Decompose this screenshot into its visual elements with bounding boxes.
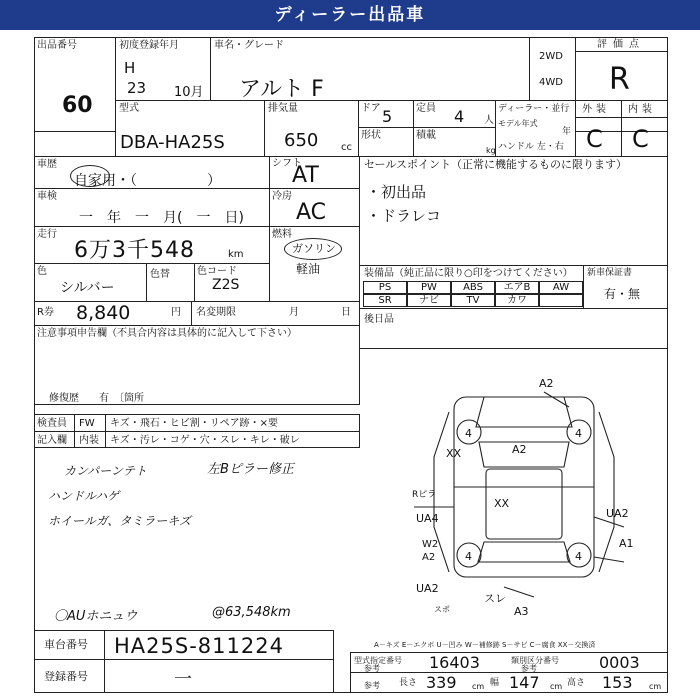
shift-label: シフト bbox=[272, 158, 302, 169]
equipment-item: SR bbox=[363, 294, 407, 307]
year-value: 23 bbox=[127, 79, 147, 97]
checklist-hline bbox=[34, 431, 360, 432]
nen-unit: 年 bbox=[562, 127, 572, 137]
chassis-value: HA25S-811224 bbox=[114, 634, 284, 658]
equipment-item: エアB bbox=[495, 281, 539, 294]
exterior-value: C bbox=[586, 125, 603, 153]
shape-label: 形状 bbox=[361, 130, 381, 141]
displacement-value: 650 bbox=[284, 130, 319, 151]
mark-w2: W2 bbox=[422, 539, 439, 550]
sales-point-2: ・ドラレコ bbox=[366, 207, 442, 225]
width-value: 147 bbox=[509, 673, 540, 692]
height-label: 高さ bbox=[567, 678, 586, 688]
height-value: 153 bbox=[602, 673, 633, 692]
mark-ua2-right: UA2 bbox=[606, 507, 629, 520]
note-5: 〇AUホニュウ bbox=[54, 609, 138, 624]
kg-unit: kg bbox=[486, 146, 496, 155]
lot-label: 出品番号 bbox=[37, 40, 77, 51]
inspector-label: 検査員 bbox=[37, 418, 67, 429]
color-code-divider bbox=[194, 263, 195, 302]
mark-a2-roof: A2 bbox=[512, 443, 527, 456]
color-code-label: 色コード bbox=[197, 266, 237, 277]
month-value: 10月 bbox=[174, 85, 204, 100]
eval-value: R bbox=[609, 62, 630, 97]
shift-value: AT bbox=[292, 163, 319, 188]
equipment-item: PS bbox=[363, 281, 407, 294]
name-change-label: 名変期限 bbox=[196, 307, 236, 318]
page-header bbox=[0, 0, 700, 30]
mark-rf-u: 4 bbox=[575, 427, 582, 440]
capacity-label: 定員 bbox=[416, 103, 436, 114]
name-change-month: 月 bbox=[289, 307, 299, 318]
mark-xx-right: XX bbox=[494, 497, 510, 510]
interior-label: 内装 bbox=[628, 104, 656, 115]
wd4-label: 4WD bbox=[539, 77, 563, 88]
car-name-value: アルト F bbox=[239, 77, 324, 102]
type-no-label: 型式指定番号 bbox=[354, 656, 402, 665]
model-value: DBA-HA25S bbox=[120, 132, 225, 153]
load-label: 積載 bbox=[416, 130, 436, 141]
color-value: シルバー bbox=[60, 280, 115, 296]
eval-label: 評価点 bbox=[597, 39, 645, 50]
mark-ua4: UA4 bbox=[416, 512, 439, 525]
height-unit: cm bbox=[649, 682, 662, 691]
repair-label: 修復歴 有 〔箇所 bbox=[49, 393, 144, 404]
length-value: 339 bbox=[426, 673, 457, 692]
reg-label: 登録番号 bbox=[44, 670, 88, 683]
mark-line-1 bbox=[544, 392, 569, 407]
mark-a2-left: A2 bbox=[422, 552, 436, 563]
handle-label: ハンドル 左・右 bbox=[498, 142, 564, 152]
type-no-value: 16403 bbox=[429, 653, 480, 672]
ac-value: AC bbox=[296, 200, 327, 225]
color-divider bbox=[146, 263, 147, 302]
first-reg-label: 初度登録年月 bbox=[119, 40, 179, 51]
mark-lr-u: 4 bbox=[465, 550, 472, 563]
checklist-vline1 bbox=[74, 414, 75, 448]
size-ref: 参考 bbox=[364, 681, 380, 690]
equipment-item bbox=[539, 294, 583, 307]
reg-value: 一 bbox=[174, 669, 192, 690]
checklist-row1: キズ・飛石・ヒビ割・リペア跡・×要 bbox=[110, 418, 278, 429]
doors-label: ドア bbox=[361, 103, 381, 114]
legend: A－キズ E－エクボ U－凹み W－補修跡 S－サビ C－腐食 XX－交換済 bbox=[374, 641, 596, 649]
color-code-value: Z2S bbox=[212, 277, 240, 293]
note-3: ホイールガ、タミラーキズ bbox=[48, 514, 192, 528]
equipment-item: AW bbox=[539, 281, 583, 294]
dealer-label: ディーラー・並行 bbox=[498, 104, 570, 114]
era-value: H bbox=[124, 59, 136, 77]
model-label: 型式 bbox=[119, 103, 139, 114]
history-options: 自家用・（ ） bbox=[74, 173, 221, 189]
fuel-gas: ガソリン bbox=[292, 242, 336, 255]
equipment-item: ナビ bbox=[407, 294, 451, 307]
fuel-label: 燃料 bbox=[272, 229, 292, 240]
checklist-row2: キズ・汚レ・コゲ・穴・スレ・キレ・破レ bbox=[110, 435, 300, 446]
mark-xx-left: XX bbox=[446, 447, 462, 460]
recycle-label: R券 bbox=[37, 307, 54, 318]
checklist-row1-label: FW bbox=[79, 418, 95, 429]
shaken-label: 車検 bbox=[37, 191, 57, 202]
note-2: ハンドルハゲ bbox=[48, 489, 120, 503]
car-name-label: 車名・グレード bbox=[214, 40, 284, 51]
fuel-light: 軽油 bbox=[296, 262, 321, 276]
mark-ua2-left: UA2 bbox=[416, 582, 439, 595]
class-no-label: 類別区分番号 bbox=[511, 656, 559, 665]
yen-unit: 円 bbox=[171, 307, 181, 318]
length-unit: cm bbox=[472, 682, 485, 691]
mark-spoiler: スポ bbox=[434, 605, 450, 614]
rear-box bbox=[359, 308, 668, 349]
person-unit: 人 bbox=[484, 115, 494, 126]
car-diagram bbox=[394, 357, 644, 617]
displacement-label: 排気量 bbox=[268, 103, 298, 114]
equipment-item: カワ bbox=[495, 294, 539, 307]
shaken-value: 一 年 一 月( 一 日) bbox=[79, 210, 244, 226]
class-no-ref: 参考 bbox=[521, 664, 537, 673]
equipment-item: TV bbox=[451, 294, 495, 307]
equipment-item: ABS bbox=[451, 281, 495, 294]
wd2-label: 2WD bbox=[539, 51, 563, 62]
mark-rr-u: 4 bbox=[575, 550, 582, 563]
mark-line-4 bbox=[594, 557, 624, 562]
doors-value: 5 bbox=[382, 107, 393, 126]
lot-value: 60 bbox=[62, 93, 93, 118]
sales-label: セールスポイント（正常に機能するものに限ります） bbox=[364, 158, 628, 171]
mileage-value: 6万3千548 bbox=[74, 238, 195, 263]
rear-window bbox=[478, 542, 570, 562]
auction-sheet bbox=[34, 37, 668, 693]
interior-value: C bbox=[632, 125, 649, 153]
mark-rpiller: Rピラ bbox=[412, 490, 437, 500]
width-unit: cm bbox=[550, 682, 563, 691]
history-circle bbox=[70, 165, 110, 187]
note-6: @63,548km bbox=[212, 605, 291, 620]
history-label: 車歴 bbox=[37, 159, 57, 170]
warranty-options: 有・無 bbox=[604, 287, 641, 301]
mark-a3: A3 bbox=[514, 605, 529, 618]
recycle-value: 8,840 bbox=[76, 302, 131, 324]
eval-divider bbox=[575, 51, 668, 52]
width-label: 幅 bbox=[490, 678, 500, 688]
mileage-label: 走行 bbox=[37, 229, 57, 240]
header-title: ディーラー出品車 bbox=[274, 5, 426, 25]
rear-label: 後日品 bbox=[364, 314, 394, 325]
mark-a2-top: A2 bbox=[539, 377, 554, 390]
sales-point-1: ・初出品 bbox=[366, 183, 427, 201]
drive-box bbox=[529, 37, 576, 101]
checklist-vline2 bbox=[105, 414, 106, 448]
km-unit: km bbox=[228, 249, 244, 260]
hood bbox=[476, 397, 572, 427]
mark-sure: スレ bbox=[484, 592, 506, 605]
exterior-label: 外装 bbox=[582, 104, 610, 115]
capacity-value: 4 bbox=[454, 107, 465, 126]
equipment-label: 装備品（純正品に限り○印をつけてください） bbox=[364, 268, 573, 279]
mark-lf-u: 4 bbox=[465, 427, 472, 440]
cc-unit: cc bbox=[341, 142, 352, 153]
name-change-day: 日 bbox=[341, 307, 351, 318]
color-change-label: 色替 bbox=[150, 269, 170, 280]
mark-a1: A1 bbox=[619, 537, 634, 550]
condition-divider bbox=[621, 100, 622, 157]
class-no-value: 0003 bbox=[599, 653, 640, 672]
model-year-label: モデル年式 bbox=[498, 119, 538, 128]
color-label: 色 bbox=[37, 266, 47, 277]
note-1: カンパーンテト bbox=[64, 464, 147, 478]
ac-label: 冷房 bbox=[272, 191, 292, 202]
length-label: 長さ bbox=[399, 678, 418, 688]
type-no-ref: 参考 bbox=[364, 664, 380, 673]
equipment-item: PW bbox=[407, 281, 451, 294]
right-side bbox=[599, 412, 614, 572]
warranty-label: 新車保証書 bbox=[587, 268, 633, 278]
entry-label: 記入欄 bbox=[37, 435, 67, 446]
note-4: 左Bピラー修正 bbox=[207, 462, 294, 477]
fuel-circle bbox=[284, 238, 342, 260]
checklist-row2-label: 内装 bbox=[79, 435, 99, 446]
condition-hline bbox=[575, 117, 668, 118]
notes-label: 注意事項申告欄（不具合内容は具体的に記入して下さい） bbox=[37, 328, 297, 339]
mark-line-5 bbox=[504, 587, 534, 597]
chassis-label: 車台番号 bbox=[44, 638, 88, 651]
